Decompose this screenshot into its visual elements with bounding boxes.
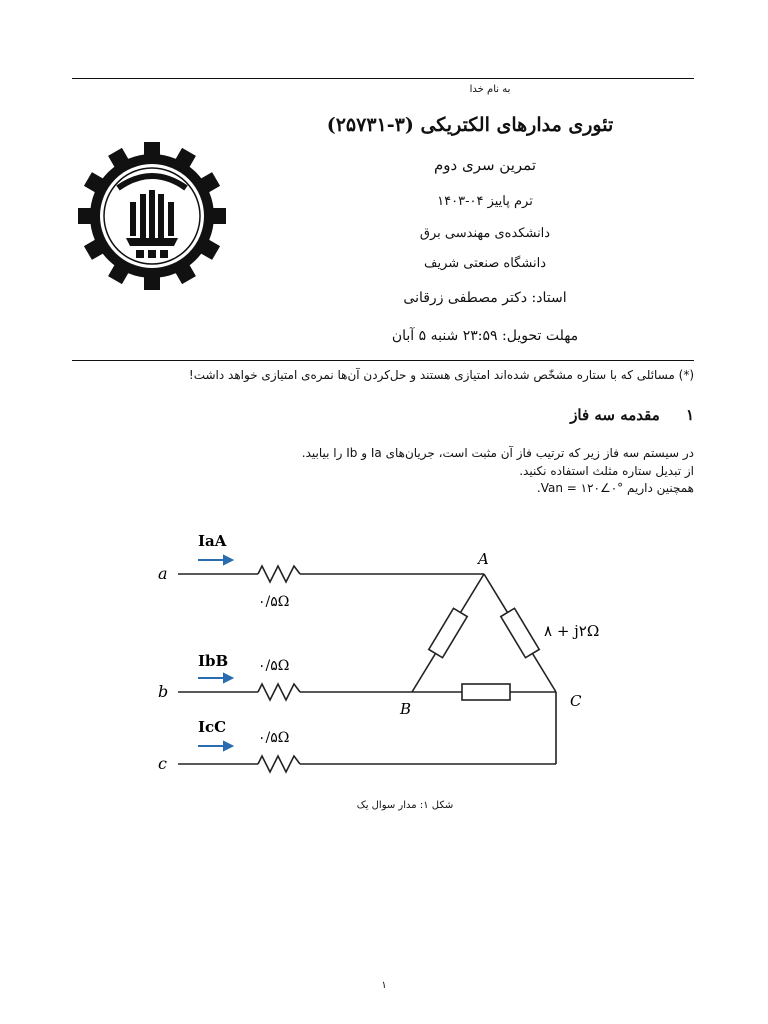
instructor-label: استاد: دکتر مصطفی زرقانی — [403, 290, 567, 306]
node-a-label: a — [158, 564, 168, 583]
university-label: دانشگاه صنعتی شریف — [424, 256, 546, 271]
top-rule — [72, 78, 694, 79]
current-c-label: IcC — [198, 718, 227, 736]
resistor-a-label: ۰/۵Ω — [258, 594, 290, 610]
course-title: تئوری مدارهای الکتریکی (۳-۲۵۷۳۱) — [326, 114, 614, 136]
problem-line-3: همچنین داریم Van = ۱۲۰∠۰°. — [536, 481, 694, 495]
university-logo — [78, 142, 226, 290]
delta-load-label: ۸ + j۲Ω — [544, 622, 600, 640]
node-C-label: C — [570, 692, 582, 710]
current-a-label: IaA — [198, 532, 227, 550]
current-b-label: IbB — [198, 652, 229, 670]
node-b-label: b — [158, 682, 169, 701]
term-label: ترم پاییز ۰۴-۱۴۰۳ — [437, 194, 533, 209]
node-B-label: B — [400, 700, 412, 718]
section-title: مقدمه سه فاز — [570, 406, 660, 424]
bonus-note: (*) مسائلی که با ستاره مشخّص شده‌اند امتیازی هستند و حل‌کردن آن‌ها نمره‌ی امتیازی خواهد داشت! — [188, 368, 694, 382]
problem-line-1: در سیستم سه فاز زیر که ترتیب فاز آن مثبت است، جریان‌های Ia و Ib را بیابید. — [301, 446, 694, 460]
resistor-c-label: ۰/۵Ω — [258, 730, 290, 746]
header-bottom-rule — [72, 360, 694, 361]
basmala: به نام خدا — [469, 84, 511, 95]
problem-line-2: از تبدیل ستاره مثلث استفاده نکنید. — [519, 464, 694, 478]
resistor-b-label: ۰/۵Ω — [258, 658, 290, 674]
section-number: ۱ — [685, 406, 694, 424]
figure-caption: شکل ۱: مدار سوال یک — [356, 800, 454, 811]
faculty-label: دانشکده‌ی مهندسی برق — [419, 226, 551, 241]
section-heading — [394, 406, 694, 424]
node-c-label: c — [158, 754, 167, 773]
three-phase-circuit — [140, 520, 620, 790]
assignment-title: تمرین سری دوم — [433, 156, 537, 174]
deadline-label: مهلت تحویل: ۲۳:۵۹ شنبه ۵ آبان — [391, 328, 579, 344]
node-A-label: A — [478, 550, 489, 568]
page-number: ۱ — [381, 980, 387, 991]
